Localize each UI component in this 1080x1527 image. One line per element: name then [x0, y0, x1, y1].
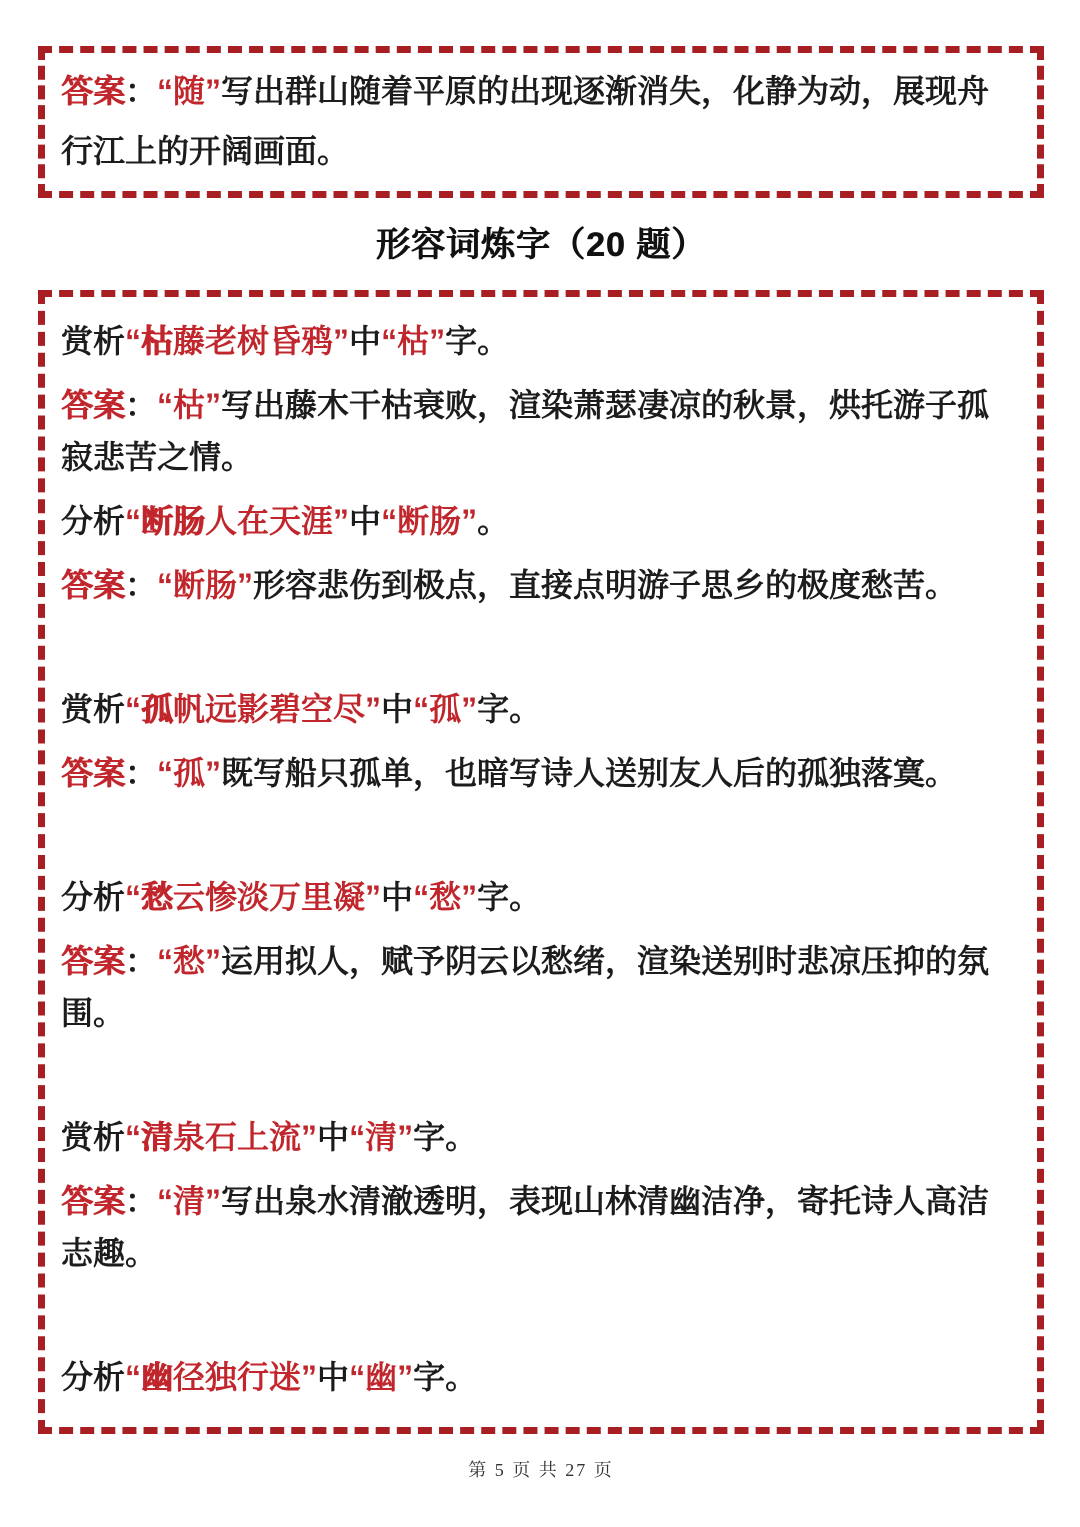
text-run-red: “ — [125, 691, 142, 727]
text-run-red: 泉石上流” — [173, 1119, 318, 1155]
text-run-black: 分析 — [61, 879, 126, 915]
text-run-black: 中 — [381, 879, 414, 915]
answer-paragraph — [61, 379, 1021, 483]
text-run-red: “ — [125, 1359, 142, 1395]
page-number: 第 5 页 共 27 页 — [468, 1460, 614, 1480]
text-run-kw: 清 — [141, 1119, 174, 1155]
text-run-black: 赏析 — [61, 323, 126, 359]
text-run-kw: 孤 — [141, 691, 174, 727]
answer-paragraph — [61, 559, 1021, 611]
text-run-red: “枯” — [157, 387, 222, 423]
text-run-black: ： — [125, 387, 158, 423]
text-run-label: 答案 — [61, 567, 126, 603]
text-run-red: “愁” — [413, 879, 478, 915]
text-run-black: 赏析 — [61, 1119, 126, 1155]
question-paragraph — [61, 315, 1021, 367]
text-run-black: 字。 — [413, 1119, 478, 1155]
text-run-black: ： — [125, 755, 158, 791]
text-run-red: “ — [125, 879, 142, 915]
text-run-black: 中 — [349, 323, 382, 359]
text-run-black: 写出群山随着平原的出现逐渐消失，化静为动，展现舟行江上的开阔画面。 — [61, 73, 990, 169]
text-run-red: 帆远影碧空尽” — [173, 691, 382, 727]
text-run-black: 字。 — [477, 691, 542, 727]
text-run-red: “孤” — [413, 691, 478, 727]
text-run-black: 赏析 — [61, 691, 126, 727]
text-run-red: 人在天涯” — [205, 503, 350, 539]
spacer-paragraph — [61, 623, 1021, 671]
spacer-paragraph — [61, 1051, 1021, 1099]
answer-paragraph — [61, 747, 1021, 799]
text-run-black: ： — [125, 943, 158, 979]
text-run-red: “ — [125, 503, 142, 539]
qa-list-box — [38, 290, 1044, 1434]
spacer-paragraph — [61, 811, 1021, 859]
answer-paragraph — [61, 61, 1021, 181]
text-run-red: “幽” — [349, 1359, 414, 1395]
text-run-label: 答案 — [61, 755, 126, 791]
text-run-black: 字。 — [477, 879, 542, 915]
text-run-kw: 断肠 — [141, 503, 206, 539]
text-run-black: 写出藤木干枯衰败，渲染萧瑟凄凉的秋景，烘托游子孤寂悲苦之情。 — [61, 387, 990, 475]
text-run-black: 形容悲伤到极点，直接点明游子思乡的极度愁苦。 — [253, 567, 958, 603]
answer-paragraph — [61, 1175, 1021, 1279]
text-run-black: 既写船只孤单，也暗写诗人送别友人后的孤独落寞。 — [221, 755, 958, 791]
text-run-red: “断肠” — [157, 567, 254, 603]
text-run-red: “清” — [349, 1119, 414, 1155]
text-run-label: 答案 — [61, 943, 126, 979]
text-run-red: “随” — [157, 73, 222, 109]
text-run-black: 字。 — [445, 323, 510, 359]
text-run-red: “清” — [157, 1183, 222, 1219]
text-run-black: 字。 — [413, 1359, 478, 1395]
text-run-black: 写出泉水清澈透明，表现山林清幽洁净，寄托诗人高洁志趣。 — [61, 1183, 990, 1271]
text-run-red: “枯” — [381, 323, 446, 359]
text-run-black: 中 — [317, 1119, 350, 1155]
text-run-red: 藤老树昏鸦” — [173, 323, 350, 359]
text-run-label: 答案 — [61, 1183, 126, 1219]
answer-paragraph — [61, 935, 1021, 1039]
text-run-black: ： — [125, 1183, 158, 1219]
text-run-kw: 愁 — [141, 879, 174, 915]
text-run-black: ： — [125, 73, 158, 109]
question-paragraph — [61, 1351, 1021, 1403]
text-run-black: ： — [125, 567, 158, 603]
text-run-red: “愁” — [157, 943, 222, 979]
text-run-red: 径独行迷” — [173, 1359, 318, 1395]
text-run-black: 中 — [349, 503, 382, 539]
spacer-paragraph — [61, 1291, 1021, 1339]
text-run-label: 答案 — [61, 387, 126, 423]
question-paragraph — [61, 871, 1021, 923]
text-run-red: “孤” — [157, 755, 222, 791]
question-paragraph — [61, 495, 1021, 547]
text-run-red: 云惨淡万里凝” — [173, 879, 382, 915]
text-run-kw: 幽 — [141, 1359, 174, 1395]
question-paragraph — [61, 683, 1021, 735]
text-run-red: “ — [125, 323, 142, 359]
text-run-black: 分析 — [61, 1359, 126, 1395]
answer-callout-box — [38, 46, 1044, 198]
text-run-black: 分析 — [61, 503, 126, 539]
text-run-label: 答案 — [61, 73, 126, 109]
question-paragraph — [61, 1111, 1021, 1163]
text-run-kw: 枯 — [141, 323, 174, 359]
text-run-black: 中 — [381, 691, 414, 727]
text-run-black: 。 — [477, 503, 510, 539]
text-run-red: “断肠” — [381, 503, 478, 539]
text-run-black: 运用拟人，赋予阴云以愁绪，渲染送别时悲凉压抑的氛围。 — [61, 943, 990, 1031]
section-title: 形容词炼字（20 题） — [375, 226, 707, 264]
text-run-red: “ — [125, 1119, 142, 1155]
text-run-black: 中 — [317, 1359, 350, 1395]
